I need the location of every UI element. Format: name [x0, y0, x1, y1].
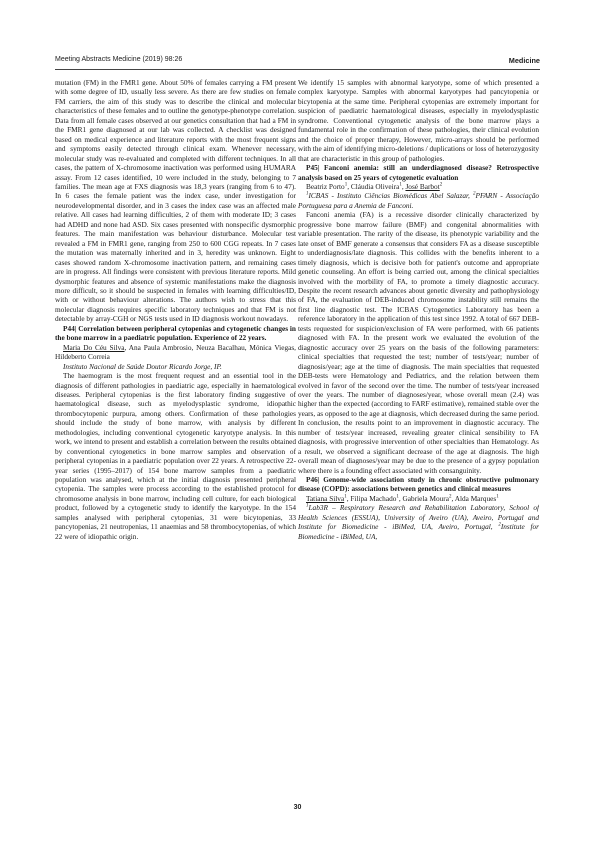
affiliation: Lab3R – Respiratory Research and Rehabilitation Laboratory, School of Health Sciences (ESSUA), University of Aveiro (UA), Aveiro, Portugal and Institute for Biomedicine - iBiMed, UA, Aveiro, Portugal, — [298, 503, 539, 532]
presenting-author: Tatiana Silva — [306, 493, 345, 503]
abstract-affiliation-p44: Instituto Nacional de Saúde Doutor Ricardo Jorge, IP. — [63, 361, 222, 371]
affiliation: ICBAS - Instituto Ciências Biomédicas Abel Salazar, — [308, 191, 470, 201]
right-column — [298, 78, 539, 818]
abstract-body-p44: The haemogram is the most frequent request and an essential tool in the diagnosis of different pathologies in paediatric age, especially in haematological diseases. Peripheral cytopenias is the first laboratory finding suggestive of haematological disease, such as myelodysplastic syndrome, idiopathic thrombocytopenic purpura, among others. Confirmation of these pathologies should include the study of bone marrow, with analysis by different methodologies, including conventional cytogenetic karyotype analysis. In this work, we intend to present and establish a correlation between the results obtained by conventional cytogenetics in bone marrow samples and observation of peripheral cytopenias in a paediatric population over 22 years. A retrospective 22-year series (1995–2017) of 154 bone marrow samples from a paediatric population was analysed, which at the initial diagnosis presented peripheral cytopenia. The samples were process according to the established protocol for chromosome analysis in bone marrow, including cell culture, for each biological product, followed by a cytogenetic study to identify the karyotype. In the 154 samples analysed with peripheral cytopenias, 31 were bicytopenias, 33 pancytopenias, 21 neutropenias, 11 anaemias and 58 thrombocytopenias, of which 22 were of idiopathic origin. — [55, 371, 296, 541]
author: Cláudia Oliveira — [350, 181, 400, 191]
header-rule — [55, 69, 540, 70]
abstract-body-p45: Fanconi anemia (FA) is a recessive disorder clinically characterized by progressive bone marrow failure (BMF) and congenital abnormalities with variable presentation. The rarity of the disease, its phenotypic variability and the late onset of BMF generate a consensus that considers FA as a disease susceptible to underdiagnosis/late diagnosis. This collides with the benefits inherent to a timely diagnosis, which is decisive both for patient's outcome and appropriate genetic counseling. An effort is being carried out, among the clinical specialties involved with the morbility of FA, to promote a timely diagnostic accuracy. Despite the recent research advances about genetic diversity and pathophysiology of FA, the evaluation of DEB-induced chromosome instability still remains the first line diagnostic test. The ICBAS Cytogenetics Laboratory has been a reference laboratory in the application of this test since 1992. A total of 667 DEB-tests requested for suspicion/exclusion of FA were performed, with 66 patients diagnosed with FA. In the present work we evaluated the evolution of the diagnostic accuracy over 25 years on the basis of the following parameters: clinical specialties that requested the test; number of tests/year; number of diagnosis/year; age at the time of diagnosis. The main specialties that requested DEB-tests were Hematology and Pediatrics, and the relation between them evolved in favor of the second over the time. The number of tests/year increased over the years. The number of diagnoses/year, whose overall mean (2.4) was higher than the expected (according to FARF estimative), remained stable over the years, as opposed to the age at diagnosis, which decreased during the same period. In conclusion, the results point to an improvement in diagnostic accuracy. The number of tests/year increased, revealing greater clinical sensibility to FA diagnosis, with progressive intervention of other specialties than Hematology. As a result, we observed a significant decrease of the age at diagnosis. The high overall mean of diagnoses/year may be due to the presence of a gypsy population where there is a founding effect associated with consanguinity. — [298, 210, 539, 475]
abstract-title-p45: P45| Fanconi anemia: still an underdiagnosed disease? Retrospective analysis based on 25 years of cytogenetic evaluation — [298, 163, 539, 182]
abstract-title-p44: P44| Correlation between peripheral cytopenias and cytogenetic changes in the bone marrow in a paediatric population. Experience of 22 years. — [55, 323, 296, 343]
abstract-title-p46: P46| Genome-wide association study in chronic obstructive pulmonary disease (COPD): associations between genetics and clinical measures — [298, 475, 539, 494]
presenting-author: José Barbot — [405, 181, 440, 191]
continued-abstract-text: mutation (FM) in the FMR1 gene. About 50% of females carrying a FM present with some degree of ID, usually less severe. As there are few studies on female FM carriers, the aim of this study was to describe the clinical and molecular characteristics of these females and to outline the genotype-phenotype correlation. Data from all female cases observed at our genetics consultation that had a FM in the FMR1 gene diagnosed at our lab was collected. A checklist was designed based on medical experience and literature reports with the most frequent signs and symptoms easily detected through clinical exam. Whenever necessary, molecular study was re-evaluated and completed with different techniques. In all cases, the pattern of X-chromosome inactivation was performed using HUMARA assay. From 12 cases identified, 10 were included in the study, belonging to 7 families. The mean age at FXS diagnosis was 18,3 years (ranging from 6 to 47). In 6 cases the female patient was the index case, under investigation for neurodevelopmental disorder, and in 3 cases the index case was an affected male relative. All cases had learning difficulties, 2 of them with moderate ID; 3 cases had ADHD and none had ASD. Six cases presented with nonspecific dysmorphic features. The main manifestation was behaviour disturbance. Molecular test revealed a FM in FMR1 gene, ranging from 250 to 600 CGG repeats. In 7 cases the mutation was maternally inherited and in 3, heredity was unknown. Eight cases showed random X-chromosome inactivation pattern, and remaining cases are in progress. All findings were consistent with previous literature reports. Mild dysmorphic features and absence of systemic manifestations make the diagnosis more difficult, so it should be suspected in females with learning difficulties/ID, with or without behaviour alterations. The authors wish to stress that this molecular diagnosis requires specific laboratory techniques and that FM is not detectable by array-CGH or NGS tests used in ID diagnosis workout nowadays. — [55, 78, 296, 324]
page-number: 30 — [293, 804, 302, 811]
abstract-affiliation-p45: $^1$ICBAS - Instituto Ciências Biomédicas Abel Salazar, $^2$PFARN - Associação Portuguesa para a Anemia de Fanconi. — [298, 191, 539, 210]
author: Gabriela Moura — [402, 493, 449, 503]
abstract-authors-p46: Tatiana Silva$^1$, Filipa Machado$^1$, Gabriela Moura$^2$, Alda Marques$^1$ — [306, 493, 499, 503]
author: Filipa Machado — [350, 493, 397, 503]
continued-abstract-text: We identify 15 samples with abnormal karyotype, some of which presented a complex karyotype. Samples with abnormal karyotypes had pancytopenia or bicytopenia at the same time. Peripheral cytopenias are extremely important for suspicion of paediatric haematological diseases, especially in myelodysplastic syndrome. Conventional cytogenetic analysis of the bone marrow plays a fundamental role in the confirmation of these pathologies, their clinical evolution and the choice of proper therapy, However, micro-arrays should be performed with the aim of identifying micro-deletions / duplications or loss of heterozygosity that are characteristic in this group of pathologies. — [298, 78, 539, 163]
affiliation: Institute for Biomedicine - iBiMed, UA, — [298, 522, 539, 541]
abstract-authors-p45: Beatriz Porto$^1$, Cláudia Oliveira$^1$, José Barbot$^2$ — [306, 181, 443, 191]
author: Beatriz Porto — [306, 181, 345, 191]
author: Alda Marques — [454, 493, 497, 503]
journal-name: Medicine — [508, 56, 540, 65]
abstract-affiliation-p46: $^1$Lab3R – Respiratory Research and Rehabilitation Laboratory, School of Health Sciences (ESSUA), University of Aveiro (UA), Aveiro, Portugal and Institute for Biomedicine - iBiMed, UA, Aveiro, Portugal, $^2$Institute for Biomedicine - iBiMed, UA, — [298, 503, 539, 541]
left-column — [55, 78, 296, 818]
presenting-author: Maria Do Céu Silva — [63, 342, 125, 352]
running-header — [55, 56, 540, 68]
affiliation: PFARN - Associação Portuguesa para a Anemia de Fanconi. — [298, 191, 539, 210]
journal-citation: Meeting Abstracts Medicine (2019) 98:26 — [55, 56, 183, 63]
abstract-authors-p44 — [55, 343, 296, 362]
coauthors: , Ana Paula Ambrosio, Neuza Bacalhau, Mónica Viegas, Hildeberto Correia — [55, 342, 296, 362]
